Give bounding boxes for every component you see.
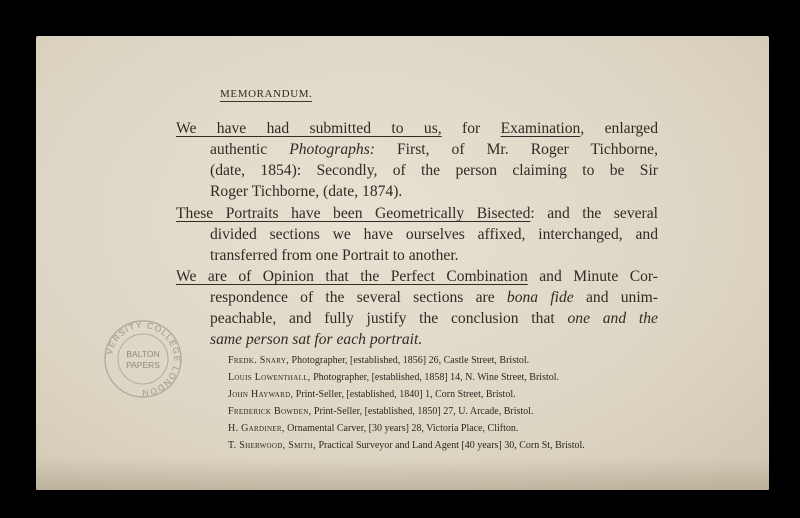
paragraph-bisected: These Portraits have been Geometrically Bisected: and the several divided sections we have ourselves affixed, interchanged, and transferred from one Portrait to another.	[176, 205, 658, 264]
italic-bona-fide: bona fide	[506, 289, 574, 306]
italic-conclusion: same person sat for each portrait.	[210, 331, 423, 348]
signatory-row: H. Gardiner, Ornamental Carver, [30 years] 28, Victoria Place, Clifton.	[228, 423, 519, 434]
underlined-phrase: These Portraits have been Geometrically Bisected	[176, 205, 531, 222]
italic-photographs: Photographs:	[289, 141, 375, 158]
signatory-row: Fredk. Snary, Photographer, [established, 1856] 26, Castle Street, Bristol.	[228, 355, 530, 366]
paragraph-examination: We have had submitted to us, for Examination, enlarged authentic Photographs: First, of Mr. Roger Tichborne, (date, 1854): Secondly, of the person claiming to be Sir Roger Tichborne, (date, 1874).	[176, 120, 658, 200]
signatory-row: Frederick Bowden, Print-Seller, [established, 1850] 27, U. Arcade, Bristol.	[228, 406, 534, 417]
underlined-phrase: We are of Opinion that the Perfect Combination	[176, 268, 528, 285]
stamp-ring-text: VERSITY COLLEGE LONDON	[104, 319, 183, 399]
library-stamp	[102, 318, 184, 400]
stamp-line-1: BALTON	[126, 349, 160, 359]
underlined-phrase: We have had submitted to us,	[176, 120, 442, 137]
underlined-word: Examination	[500, 120, 581, 137]
signatory-row: T. Sherwood, Smith, Practical Surveyor and Land Agent [40 years] 30, Corn St, Bristol.	[228, 440, 585, 451]
signatories-list	[228, 352, 668, 454]
signatory-row: Louis Lowenthall, Photographer, [established, 1858] 14, N. Wine Street, Bristol.	[228, 372, 560, 383]
paragraph-opinion: We are of Opinion that the Perfect Combination and Minute Cor- respondence of the several sections are bona fide and unim- peachable, and fully justify the conclusion that one and the same person sat for each portrait.	[176, 268, 658, 348]
stamp-line-2: PAPERS	[126, 360, 160, 370]
memorandum-title: MEMORANDUM.	[220, 88, 313, 100]
signatory-row: John Hayward, Print-Seller, [established, 1840] 1, Corn Street, Bristol.	[228, 389, 516, 400]
